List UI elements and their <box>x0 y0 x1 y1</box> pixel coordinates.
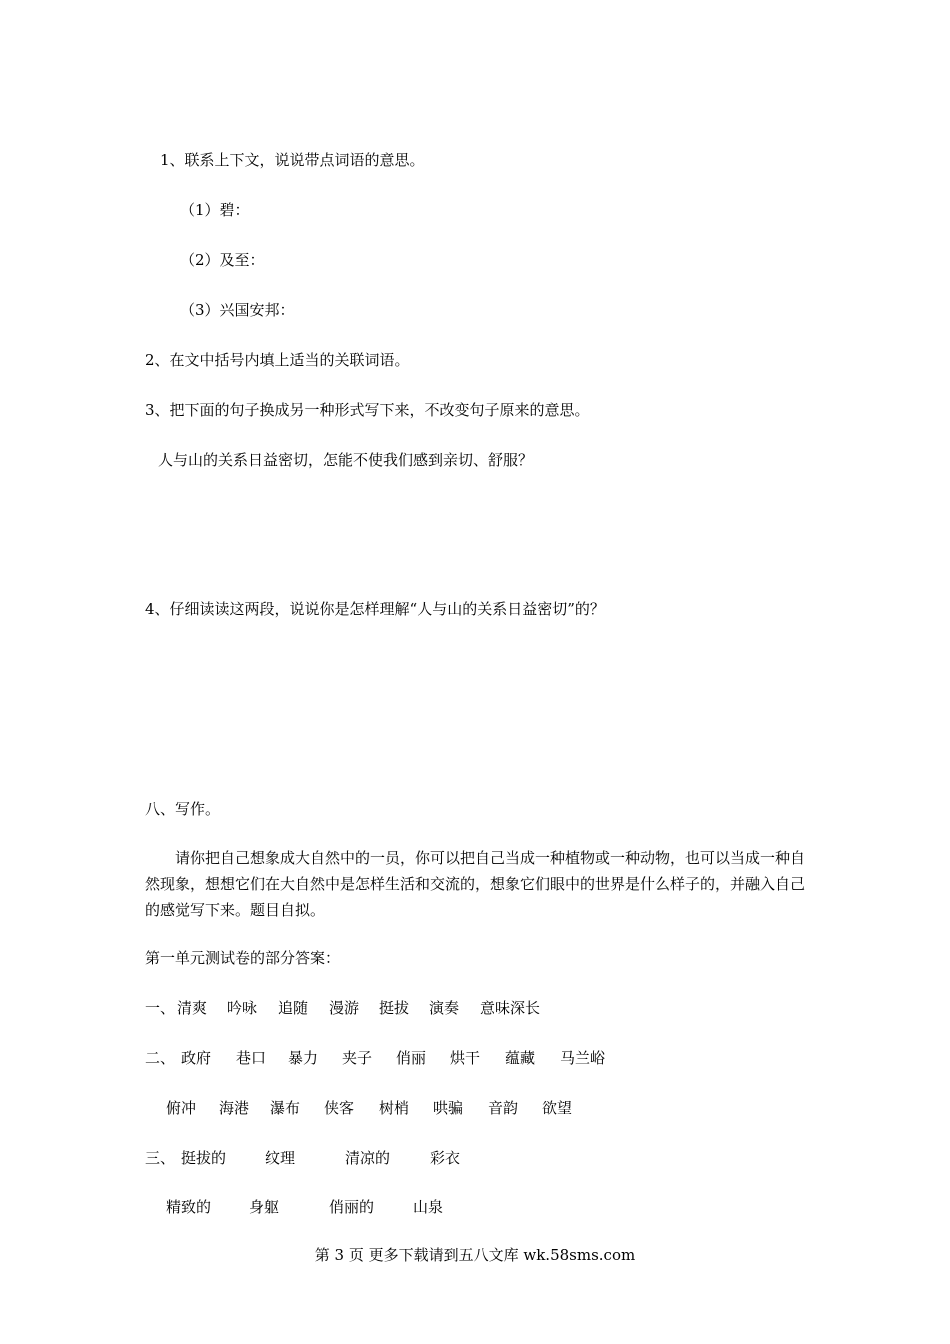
answer-word: 挺拔的 <box>181 1149 227 1167</box>
answer-word: 意味深长 <box>480 999 541 1017</box>
answer-word: 山泉 <box>413 1198 444 1216</box>
answers-section2-label: 二、 <box>145 1049 176 1067</box>
answer-word: 精致的 <box>166 1198 212 1216</box>
answer-word: 海港 <box>219 1099 250 1117</box>
answer-word: 追随 <box>278 999 309 1017</box>
answer-word: 欲望 <box>542 1099 573 1117</box>
answer-word: 政府 <box>181 1049 212 1067</box>
answer-word: 马兰峪 <box>560 1049 606 1067</box>
answer-word: 清爽 <box>177 999 208 1017</box>
answer-word: 哄骗 <box>433 1099 464 1117</box>
q3-sentence: 人与山的关系日益密切，怎能不使我们感到亲切、舒服？ <box>158 451 534 469</box>
answers-section1-label: 一、 <box>145 999 176 1017</box>
q1: 1、联系上下文，说说带点词语的意思。 <box>160 151 425 169</box>
answer-word: 树梢 <box>379 1099 410 1117</box>
answer-word: 俏丽 <box>396 1049 427 1067</box>
answer-word: 清凉的 <box>345 1149 391 1167</box>
answer-word: 吟咏 <box>227 999 258 1017</box>
answer-word: 身躯 <box>249 1198 280 1216</box>
answer-word: 烘干 <box>450 1049 481 1067</box>
answers-section3-label: 三、 <box>145 1149 176 1167</box>
writing-heading: 八、写作。 <box>145 800 221 818</box>
q2: 2、在文中括号内填上适当的关联词语。 <box>145 351 410 369</box>
answer-word: 瀑布 <box>270 1099 301 1117</box>
answer-word: 漫游 <box>329 999 360 1017</box>
q4: 4、仔细读读这两段，说说你是怎样理解“人与山的关系日益密切”的？ <box>145 600 605 618</box>
answer-word: 音韵 <box>488 1099 519 1117</box>
answers-heading: 第一单元测试卷的部分答案： <box>145 949 341 967</box>
answer-word: 纹理 <box>265 1149 296 1167</box>
answer-word: 挺拔 <box>379 999 410 1017</box>
answer-word: 演奏 <box>429 999 460 1017</box>
q1-item-2: （2）及至： <box>180 251 265 269</box>
answer-word: 俯冲 <box>166 1099 197 1117</box>
answer-word: 暴力 <box>288 1049 319 1067</box>
writing-prompt: 请你把自己想象成大自然中的一员，你可以把自己当成一种植物或一种动物，也可以当成一种自然现象，想想它们在大自然中是怎样生活和交流的，想象它们眼中的世界是什么样子的，并融入自己的感觉写下来。题目自拟。 <box>145 849 806 919</box>
q1-item-3: （3）兴国安邦： <box>180 301 295 319</box>
answer-word: 侠客 <box>324 1099 355 1117</box>
q3: 3、把下面的句子换成另一种形式写下来，不改变句子原来的意思。 <box>145 401 590 419</box>
page-footer: 第 3 页 更多下载请到五八文库 wk.58sms.com <box>314 1246 636 1264</box>
answer-word: 俏丽的 <box>329 1198 375 1216</box>
answer-word: 夹子 <box>342 1049 373 1067</box>
answer-word: 蕴藏 <box>505 1049 536 1067</box>
q1-item-1: （1）碧： <box>180 201 250 219</box>
answer-word: 巷口 <box>236 1049 267 1067</box>
answer-word: 彩衣 <box>430 1149 461 1167</box>
